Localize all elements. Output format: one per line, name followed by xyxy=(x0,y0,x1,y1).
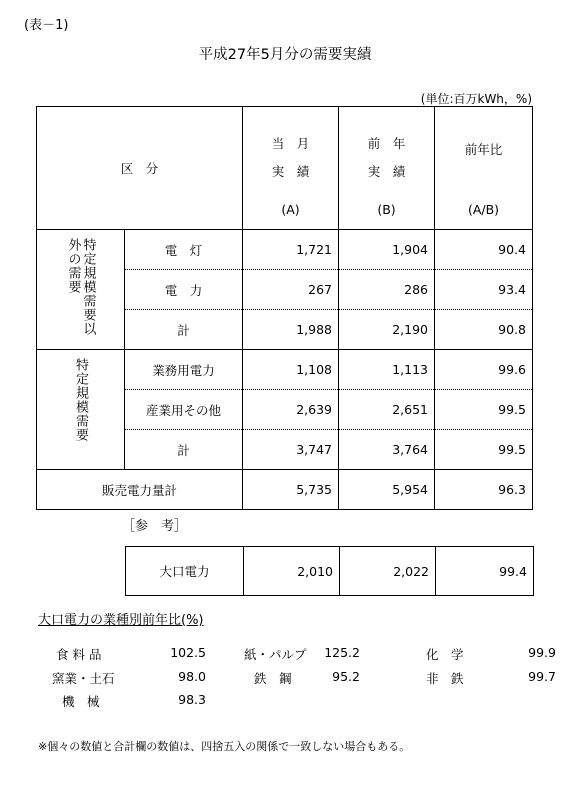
header-row xyxy=(37,107,533,230)
row-ratio: 99.5 xyxy=(435,430,533,470)
header-current-line1: 当 月 xyxy=(271,136,310,151)
table-row xyxy=(126,547,534,596)
row-name: 計 xyxy=(125,310,243,350)
header-previous-line3: (B) xyxy=(377,202,396,217)
row-current: 1,988 xyxy=(243,310,339,350)
row-ratio: 90.8 xyxy=(435,310,533,350)
industry-name: 機 械 xyxy=(62,694,100,709)
total-name: 販売電力量計 xyxy=(37,470,243,510)
row-current: 3,747 xyxy=(243,430,339,470)
row-current: 267 xyxy=(243,270,339,310)
industry-value: 125.2 xyxy=(324,645,360,660)
unit-label: (単位:百万kWh，%) xyxy=(420,92,532,106)
industry-name: 非 鉄 xyxy=(426,671,464,686)
row-ratio: 90.4 xyxy=(435,230,533,270)
header-current-line2: 実 績 xyxy=(271,164,310,179)
demand-table xyxy=(36,106,533,510)
row-ratio: 93.4 xyxy=(435,270,533,310)
row-ratio: 99.6 xyxy=(435,350,533,390)
row-previous: 1,904 xyxy=(339,230,435,270)
industry-name: 鉄 鋼 xyxy=(254,671,292,686)
row-previous: 1,113 xyxy=(339,350,435,390)
row-ratio: 99.5 xyxy=(435,390,533,430)
row-current: 1,108 xyxy=(243,350,339,390)
total-ratio: 96.3 xyxy=(435,470,533,510)
industry-title: 大口電力の業種別前年比(%) xyxy=(38,613,204,628)
industry-name: 紙・パルプ xyxy=(244,647,307,662)
industry-value: 99.9 xyxy=(528,645,556,660)
industry-value: 102.5 xyxy=(170,645,206,660)
row-previous: 2,651 xyxy=(339,390,435,430)
industry-value: 95.2 xyxy=(332,669,360,684)
total-row xyxy=(37,470,533,510)
group-label-non-specific: 特定規模需要以外の需要 xyxy=(37,230,125,350)
header-ratio xyxy=(435,107,533,230)
industry-name: 食 料 品 xyxy=(56,647,102,662)
industry-value: 98.3 xyxy=(178,692,206,707)
row-name: 電 力 xyxy=(125,270,243,310)
header-previous-line2: 実 績 xyxy=(367,164,406,179)
row-name: 計 xyxy=(125,430,243,470)
header-category: 区 分 xyxy=(37,107,243,230)
row-previous: 3,764 xyxy=(339,430,435,470)
page-title: 平成27年5月分の需要実績 xyxy=(198,47,372,63)
industry-name: 化 学 xyxy=(426,647,464,662)
header-previous-line1: 前 年 xyxy=(367,136,406,151)
industry-value: 99.7 xyxy=(528,669,556,684)
total-current: 5,735 xyxy=(243,470,339,510)
header-current-line3: (A) xyxy=(281,202,300,217)
footnote: ※個々の数値と合計欄の数値は、四捨五入の関係で一致しない場合もある。 xyxy=(38,740,411,753)
row-name: 電 灯 xyxy=(125,230,243,270)
reference-label: ［参 考］ xyxy=(122,519,188,534)
row-previous: 286 xyxy=(339,270,435,310)
header-ratio-line1: 前年比 xyxy=(464,142,503,157)
row-name: 業務用電力 xyxy=(125,350,243,390)
header-ratio-line2: (A/B) xyxy=(467,202,500,217)
row-current: 1,721 xyxy=(243,230,339,270)
row-name: 産業用その他 xyxy=(125,390,243,430)
row-current: 2,639 xyxy=(243,390,339,430)
reference-table xyxy=(125,546,534,596)
ref-ratio: 99.4 xyxy=(436,547,534,596)
industry-value: 98.0 xyxy=(178,669,206,684)
group-label-specific: 特定規模需要 xyxy=(37,350,125,470)
table-row xyxy=(37,350,533,390)
ref-current: 2,010 xyxy=(244,547,340,596)
total-previous: 5,954 xyxy=(339,470,435,510)
ref-name: 大口電力 xyxy=(126,547,244,596)
header-current xyxy=(243,107,339,230)
header-previous xyxy=(339,107,435,230)
industry-name: 窯業・土石 xyxy=(52,671,115,686)
table-row xyxy=(37,230,533,270)
table-label: (表－1) xyxy=(24,18,69,33)
ref-previous: 2,022 xyxy=(340,547,436,596)
row-previous: 2,190 xyxy=(339,310,435,350)
